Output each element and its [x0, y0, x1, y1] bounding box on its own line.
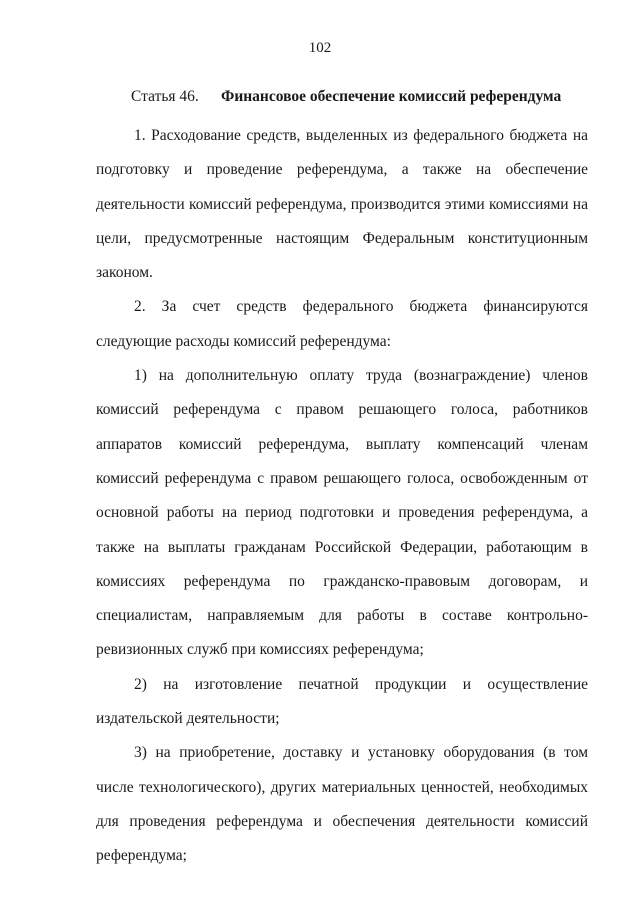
article-label: Статья 46.: [131, 88, 199, 105]
article-title: Финансовое обеспечение комиссий референдума: [221, 88, 562, 105]
paragraph-2: 2. За счет средств федерального бюджета финансируются следующие расходы комиссий референдума:: [96, 298, 588, 350]
paragraph-item-3: 3) на приобретение, доставку и установку оборудования (в том числе технологического), других материальных ценностей, необходимых для проведения референдума и обеспечения деятельности комиссий референдума;: [96, 744, 588, 865]
paragraph-1: 1. Расходование средств, выделенных из федерального бюджета на подготовку и проведение референдума, а также на обеспечение деятельности комиссий референдума, производится этими комиссиями на цели, предусмотренные настоящим Федеральным конституционным законом.: [96, 127, 588, 282]
article-body: [96, 119, 588, 874]
article-heading: [131, 88, 561, 106]
paragraph-item-2: 2) на изготовление печатной продукции и осуществление издательской деятельности;: [96, 675, 588, 728]
paragraph-item-1: 1) на дополнительную оплату труда (вознаграждение) членов комиссий референдума с правом решающего голоса, работников аппаратов комиссий референдума, выплату компенсаций членам комиссий референдума с правом решающего голоса, освобожденным от основной работы на период подготовки и проведения референдума, а также на выплаты гражданам Российской Федерации, работающим в комиссиях референдума по гражданско-правовым договорам, и специалистам, направляемым для работы в составе контрольно-ревизионных служб при комиссиях референдума;: [96, 367, 588, 659]
page-number: 102: [308, 40, 332, 56]
